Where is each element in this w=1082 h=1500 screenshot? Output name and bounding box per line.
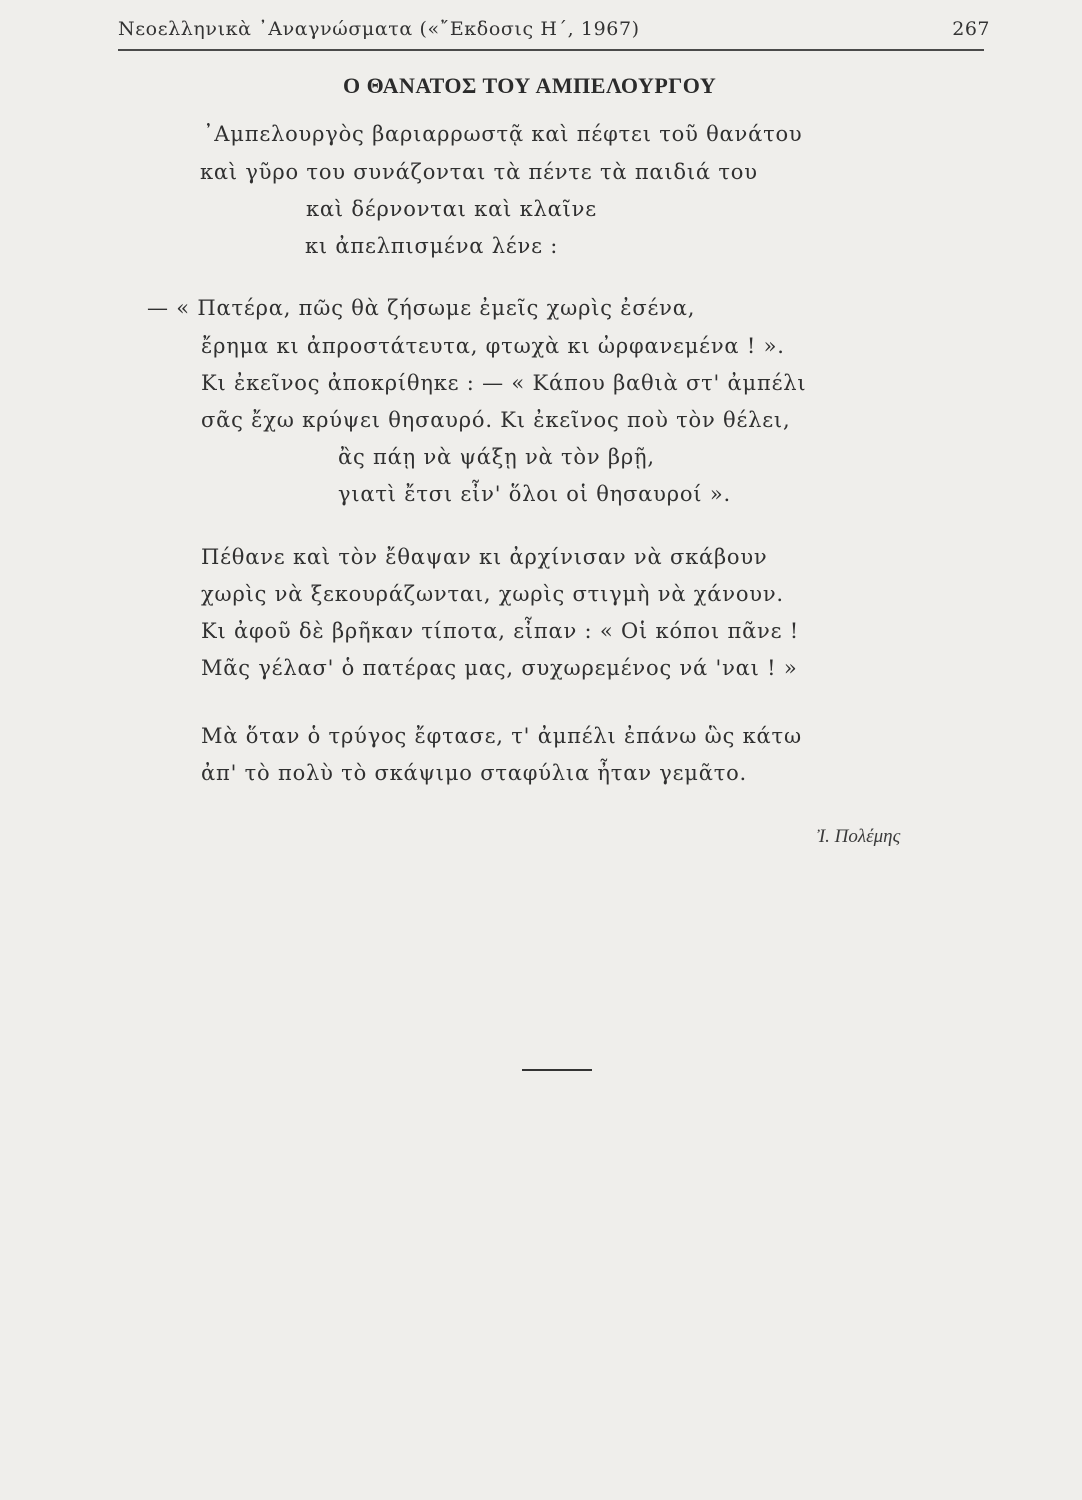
poem-line: — « Πατέρα, πῶς θὰ ζήσωμε ἐμεῖς χωρὶς ἐσένα,: [147, 296, 696, 320]
poem-line: χωρὶς νὰ ξεκουράζωνται, χωρὶς στιγμὴ νὰ χάνουν.: [201, 582, 784, 606]
poem-author: Ἰ. Πολέμης: [817, 826, 901, 847]
poem-line: κι ἀπελπισμένα λένε :: [305, 234, 559, 258]
running-title: Νεοελληνικὰ ᾿Αναγνώσματα («῎Εκδοσις Η΄, 1967): [118, 18, 640, 40]
poem-line: σᾶς ἔχω κρύψει θησαυρό. Κι ἐκεῖνος ποὺ τὸν θέλει,: [201, 408, 791, 432]
poem-line: ἀπ' τὸ πολὺ τὸ σκάψιμο σταφύλια ἦταν γεμᾶτο.: [201, 761, 748, 785]
poem-line: ᾿Αμπελουργὸς βαριαρρωστᾷ καὶ πέφτει τοῦ θανάτου: [203, 122, 803, 146]
poem-line: Κι ἀφοῦ δὲ βρῆκαν τίποτα, εἶπαν : « Οἱ κόποι πᾶνε !: [201, 619, 800, 643]
header-rule: [118, 49, 984, 51]
page-header: [118, 18, 990, 48]
poem-line: Κι ἐκεῖνος ἀποκρίθηκε : — « Κάπου βαθιὰ στ' ἀμπέλι: [201, 371, 807, 395]
poem-line: Μᾶς γέλασ' ὁ πατέρας μας, συχωρεμένος νά 'ναι ! »: [201, 656, 798, 680]
poem-line: γιατὶ ἔτσι εἶν' ὅλοι οἱ θησαυροί ».: [338, 482, 731, 506]
poem-line: ἔρημα κι ἀπροστάτευτα, φτωχὰ κι ὠρφανεμένα ! ».: [201, 334, 785, 358]
end-rule: [522, 1069, 592, 1071]
poem-line: ἂς πάῃ νὰ ψάξῃ νὰ τὸν βρῇ,: [338, 445, 655, 469]
poem-line: Μὰ ὅταν ὁ τρύγος ἔφτασε, τ' ἀμπέλι ἐπάνω ὣς κάτω: [201, 724, 802, 748]
poem-title: Ο ΘΑΝΑΤΟΣ ΤΟΥ ΑΜΠΕΛΟΥΡΓΟΥ: [343, 73, 717, 98]
poem-line: καὶ δέρνονται καὶ κλαῖνε: [306, 197, 597, 221]
poem-line: Πέθανε καὶ τὸν ἔθαψαν κι ἀρχίνισαν νὰ σκάβουν: [201, 545, 768, 569]
page-number: 267: [952, 18, 990, 40]
poem-line: καὶ γῦρο του συνάζονται τὰ πέντε τὰ παιδιά του: [200, 160, 758, 184]
